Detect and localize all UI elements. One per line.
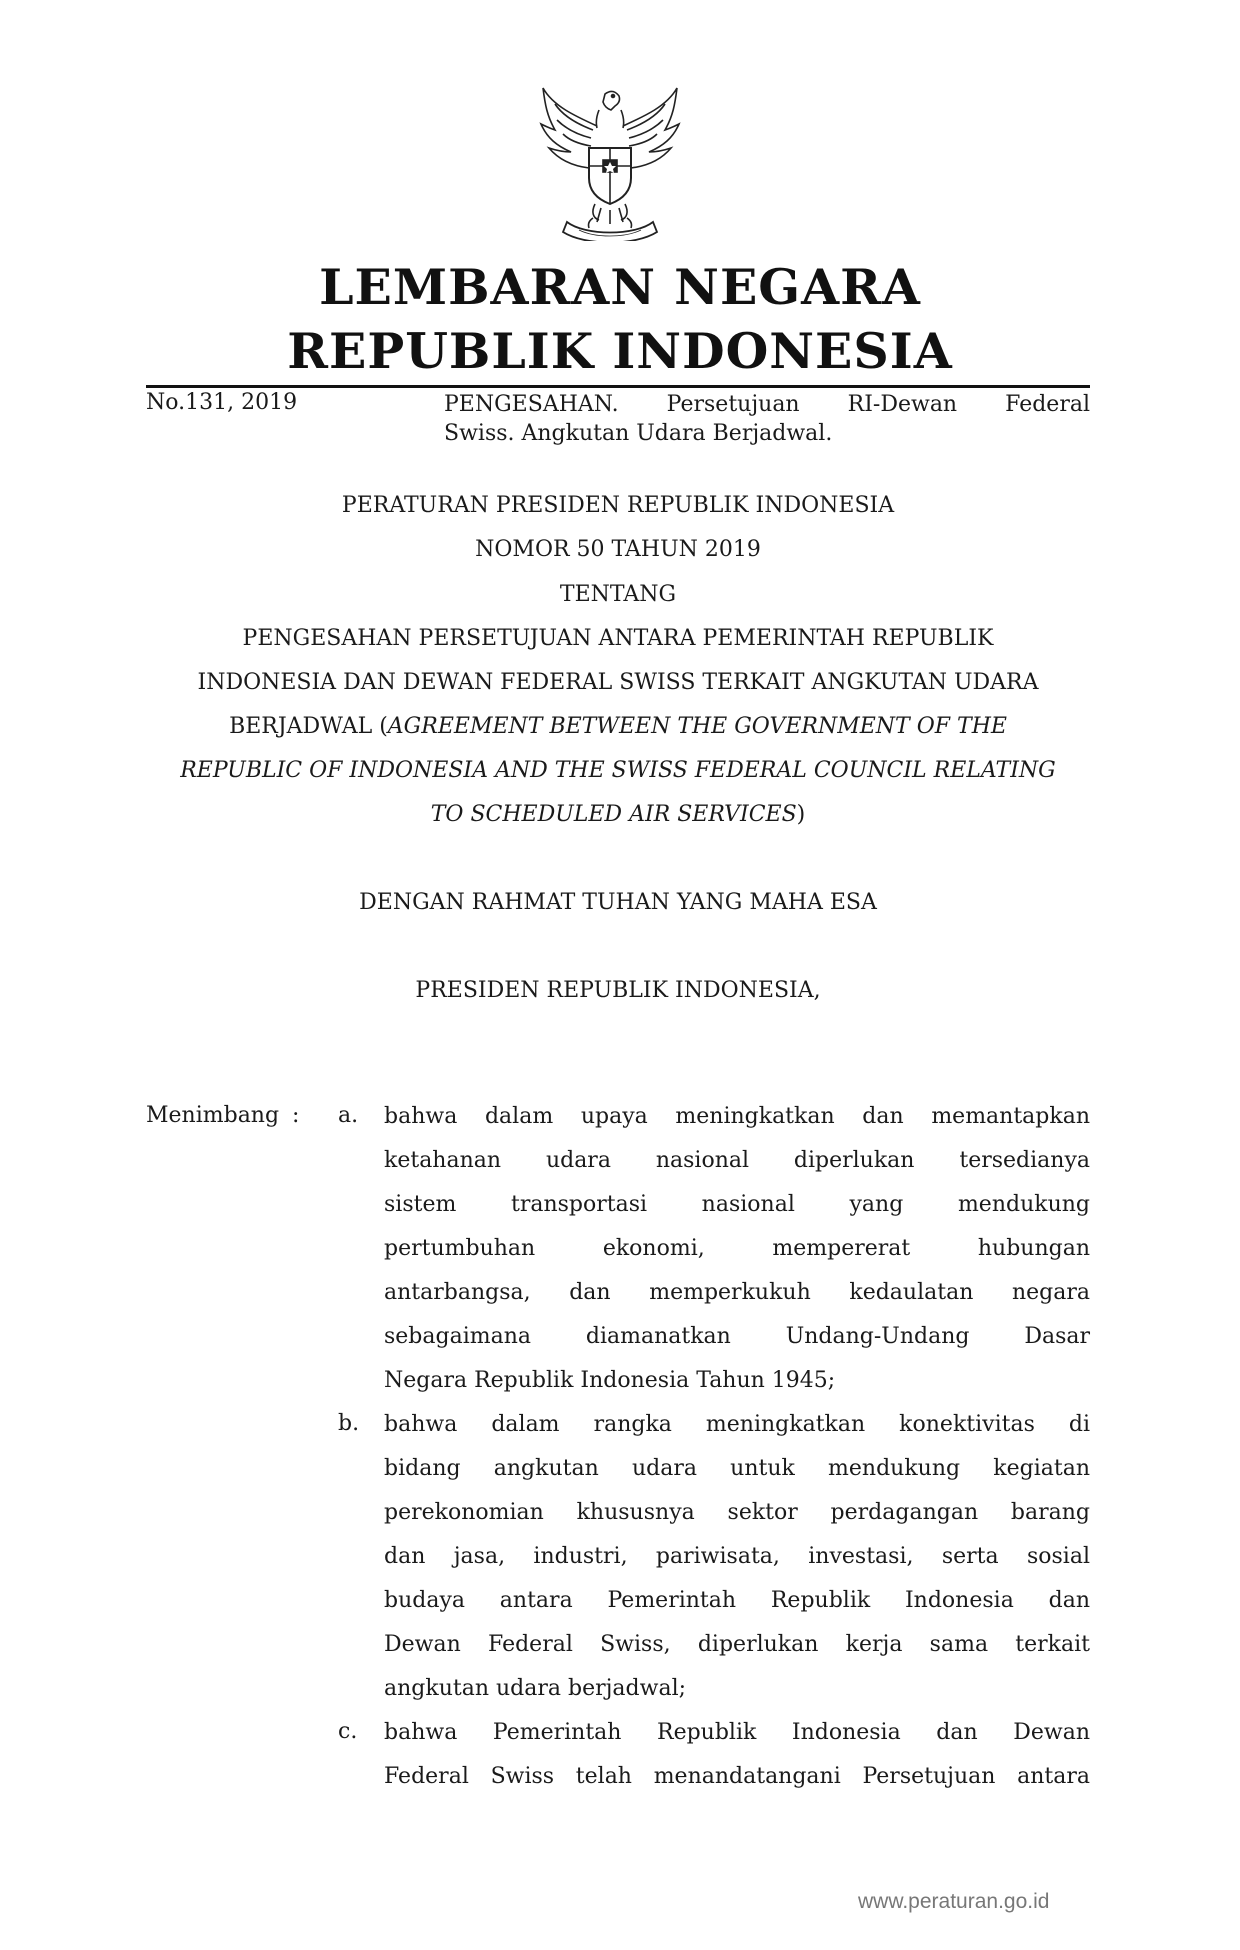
regulation-subject-english: AGREEMENT BETWEEN THE GOVERNMENT OF THE (387, 714, 1007, 739)
list-item (384, 1711, 1090, 1799)
garuda-pancasila-icon (535, 86, 685, 241)
regulation-subject-plain: ) (796, 802, 806, 827)
paragraph-line: pertumbuhan ekonomi, mempererat hubungan (384, 1236, 1090, 1261)
paragraph-line: perekonomian khususnya sektor perdagangan barang (384, 1500, 1090, 1525)
paragraph-line: Federal Swiss telah menandatangani Persetujuan antara (384, 1764, 1090, 1789)
regulation-subject-english: TO SCHEDULED AIR SERVICES (430, 802, 797, 827)
list-item-marker: b. (338, 1411, 360, 1436)
source-url: www.peraturan.go.id (858, 1890, 1050, 1913)
regulation-subject-line (146, 802, 1090, 827)
president-heading: PRESIDEN REPUBLIK INDONESIA, (415, 978, 821, 1003)
paragraph-line: Negara Republik Indonesia Tahun 1945; (384, 1368, 836, 1393)
issue-subject-line1 (444, 390, 1090, 419)
paragraph-line: bahwa dalam rangka meningkatkan konektivitas di (384, 1412, 1090, 1437)
paragraph-line: sistem transportasi nasional yang mendukung (384, 1192, 1090, 1217)
list-item (384, 1403, 1090, 1711)
subject-word: PENGESAHAN. (444, 392, 619, 417)
paragraph-line: Dewan Federal Swiss, diperlukan kerja sama terkait (384, 1632, 1090, 1657)
issue-subject (444, 390, 1090, 448)
considerations-label: Menimbang (146, 1103, 280, 1128)
paragraph-line: bahwa dalam upaya meningkatkan dan memantapkan (384, 1104, 1090, 1129)
regulation-title-line: PERATURAN PRESIDEN REPUBLIK INDONESIA (341, 493, 895, 518)
list-item-marker: c. (338, 1719, 358, 1744)
paragraph-line: budaya antara Pemerintah Republik Indonesia dan (384, 1588, 1090, 1613)
masthead-title-line1: LEMBARAN NEGARA (319, 258, 921, 316)
paragraph-line: bahwa Pemerintah Republik Indonesia dan Dewan (384, 1720, 1090, 1745)
paragraph-line: dan jasa, industri, pariwisata, investasi, serta sosial (384, 1544, 1090, 1569)
masthead-title-line2: REPUBLIK INDONESIA (287, 322, 953, 380)
issue-number: No.131, 2019 (146, 390, 298, 415)
subject-word: Persetujuan (666, 392, 800, 417)
invocation: DENGAN RAHMAT TUHAN YANG MAHA ESA (359, 890, 877, 915)
paragraph-line: angkutan udara berjadwal; (384, 1676, 687, 1701)
paragraph-line: sebagaimana diamanatkan Undang-Undang Dasar (384, 1324, 1090, 1349)
list-item-marker: a. (338, 1103, 359, 1128)
issue-subject-line2: Swiss. Angkutan Udara Berjadwal. (444, 421, 833, 446)
regulation-subject-english: REPUBLIC OF INDONESIA AND THE SWISS FEDERAL COUNCIL RELATING (180, 758, 1056, 783)
regulation-subject-line: PENGESAHAN PERSETUJUAN ANTARA PEMERINTAH REPUBLIK (242, 626, 994, 651)
regulation-about: TENTANG (559, 582, 677, 607)
list-item (384, 1095, 1090, 1403)
regulation-subject-plain: BERJADWAL ( (229, 714, 388, 739)
paragraph-line: bidang angkutan udara untuk mendukung kegiatan (384, 1456, 1090, 1481)
regulation-subject-line (146, 714, 1090, 739)
regulation-number: NOMOR 50 TAHUN 2019 (475, 537, 761, 562)
paragraph-line: ketahanan udara nasional diperlukan tersedianya (384, 1148, 1090, 1173)
subject-word: Federal (1005, 392, 1090, 417)
header-divider (146, 385, 1090, 388)
subject-word: RI-Dewan (847, 392, 958, 417)
paragraph-line: antarbangsa, dan memperkukuh kedaulatan negara (384, 1280, 1090, 1305)
considerations-colon: : (292, 1103, 300, 1128)
regulation-subject-line: INDONESIA DAN DEWAN FEDERAL SWISS TERKAIT ANGKUTAN UDARA (197, 670, 1039, 695)
